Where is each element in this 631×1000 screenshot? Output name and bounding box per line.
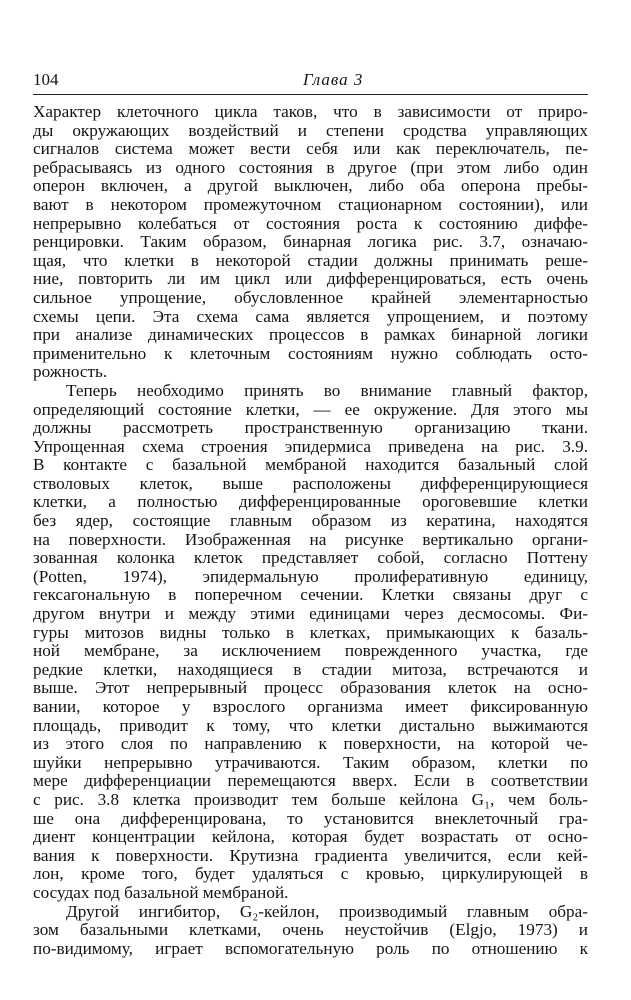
text-line: вания к поверхности. Крутизна градиента увеличится, если кей- (33, 845, 588, 865)
text-line: Характер клеточного цикла таков, что в зависимости от приро- (33, 102, 588, 121)
text-line: лон, кроме того, будет удаляться с кровью, циркулирующей в (33, 864, 588, 884)
text-line: рожность. (33, 362, 108, 382)
text-line: (Potten, 1974), эпидермальную пролиферативную единицу, (33, 566, 588, 586)
text-line: без ядер, состоящие главным образом из кератина, находятся (33, 511, 588, 531)
text-line: непрерывно колебаться от состояния роста к состоянию диффе- (33, 213, 588, 233)
text-line: Упрощенная схема строения эпидермиса приведена на рис. 3.9. (33, 436, 588, 456)
text-line: диент концентрации кейлона, которая будет возрастать от осно- (33, 827, 588, 847)
text-line: вают в некотором промежуточном стационарном состоянии), или (33, 194, 588, 214)
text-line: гуры митозов видны только в клетках, примыкающих к базаль- (33, 622, 588, 642)
text-line: выше. Этот непрерывный процесс образования клеток на осно- (33, 678, 588, 698)
page-number: 104 (33, 70, 59, 89)
text-line: другом внутри и между этими единицами через десмосомы. Фи- (33, 604, 588, 624)
text-line: вании, которое у взрослого организма имеет фиксированную (33, 697, 588, 716)
text-line: сосудах под базальной мембраной. (33, 882, 289, 902)
text-line: редкие клетки, находящиеся в стадии митоза, встречаются и (33, 659, 588, 679)
text-line: при анализе динамических процессов в рамках бинарной логики (33, 325, 588, 345)
text-line: зом базальными клетками, очень неустойчив (Elgjo, 1973) и (33, 920, 588, 940)
text-line: из этого слоя по направлению к поверхности, на которой че- (33, 734, 588, 754)
text-line: применительно к клеточным состояниям нужно соблюдать осто- (33, 343, 588, 363)
text-line: определяющий состояние клетки, — ее окружение. Для этого мы (33, 399, 588, 419)
text-line: щая, что клетки в некоторой стадии должны принимать реше- (33, 250, 588, 270)
text-line: гексагональную в поперечном сечении. Клетки связаны друг с (33, 585, 588, 605)
running-title: Глава 3 (303, 70, 364, 89)
text-line: клетки, а полностью дифференцированные ороговевшие клетки (33, 492, 588, 512)
text-line: схемы цепи. Эта схема сама является упрощением, и поэтому (33, 306, 588, 326)
page-header (33, 70, 588, 94)
text-line: площадь, приводит к тому, что клетки дистально выжимаются (33, 715, 588, 735)
text-line: оперон включен, а другой выключен, либо оба оперона пребы- (33, 176, 588, 196)
text-line: ды окружающих воздействий и степени сродства управляющих (33, 120, 588, 140)
text-line: должны рассмотреть пространственную организацию ткани. (33, 418, 588, 438)
body-text (33, 103, 588, 958)
text-line: ренцировки. Таким образом, бинарная логика рис. 3.7, означаю- (33, 232, 588, 252)
text-line: ребрасываясь из одного состояния в другое (при этом либо один (33, 157, 588, 177)
text-line: на поверхности. Изображенная на рисунке вертикально органи- (33, 529, 588, 549)
text-line: сигналов система может вести себя или как переключатель, пе- (33, 139, 588, 159)
text-line: В контакте с базальной мембраной находится базальный слой (33, 455, 588, 475)
text-line: с рис. 3.8 клетка производит тем больше кейлона G₁, чем боль- (33, 789, 588, 809)
text-line: шуйки непрерывно утрачиваются. Таким образом, клетки по (33, 752, 588, 772)
text-line: Другой ингибитор, G₂-кейлон, производимый главным обра- (66, 901, 588, 921)
text-line: Теперь необходимо принять во внимание главный фактор, (66, 380, 588, 400)
text-line: стволовых клеток, выше расположены дифференцирующиеся (33, 473, 588, 493)
text-line: зованная колонка клеток представляет собой, согласно Поттену (33, 548, 588, 568)
text-line: ше она дифференцирована, то установится внеклеточный гра- (33, 808, 588, 828)
text-line: ной мембране, за исключением поврежденного участка, где (33, 641, 588, 661)
text-line: ние, повторить ли им цикл или дифференцироваться, есть очень (33, 269, 588, 289)
text-line: сильное упрощение, обусловленное крайней элементарностью (33, 287, 588, 307)
text-line: мере дифференциации перемещаются вверх. Если в соответствии (33, 771, 588, 791)
text-line: по-видимому, играет вспомогательную роль по отношению к (33, 938, 588, 958)
header-rule (33, 94, 588, 95)
